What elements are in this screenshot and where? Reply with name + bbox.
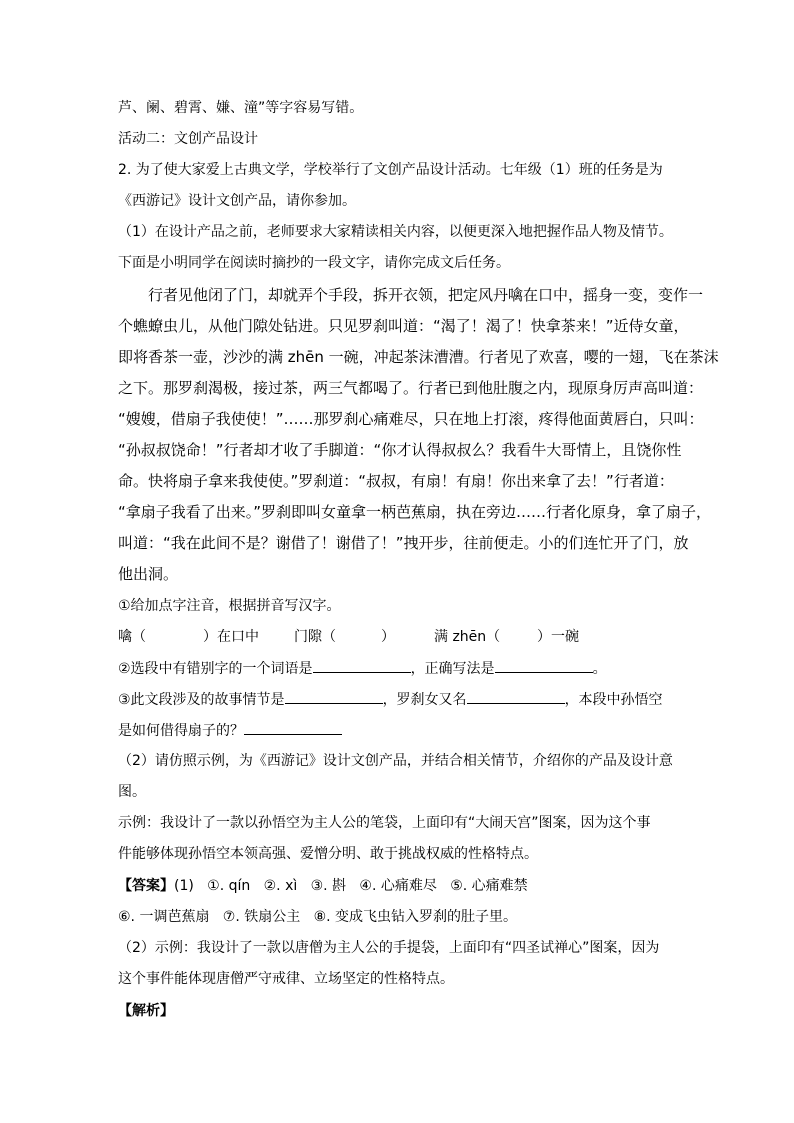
task-2-end: 。	[592, 661, 607, 677]
task-1-blank-b-close: ）	[381, 629, 395, 645]
task-1-blank-a-open: 噙（	[118, 629, 146, 645]
answer-blank[interactable]	[467, 689, 565, 704]
task-3-prompt: ③此文段涉及的故事情节是	[118, 692, 285, 708]
passage-line: “孙叔叔饶命！”行者却才收了手脚道：“你才认得叔叔么？我看牛大哥情上，且饶你性	[118, 441, 682, 459]
task-1-blank-b-open: 门隙（	[294, 629, 336, 645]
answer-blank[interactable]	[313, 658, 411, 673]
task-3-line	[118, 689, 663, 710]
passage-line: 他出洞。	[118, 565, 179, 583]
answer-line-1	[118, 876, 528, 896]
task-1-blank-c-close: ）一碗	[537, 629, 579, 645]
subquestion-1-text: （1）在设计产品之前，老师要求大家精读相关内容，以便更深入地把握作品人物及情节。	[118, 224, 673, 240]
subquestion-1-text-cont: 下面是小明同学在阅读时摘抄的一段文字，请你完成文后任务。	[118, 255, 510, 271]
task-1-instruction: ①给加点字注音，根据拼音写汉字。	[118, 598, 341, 614]
passage-line: 之下。那罗刹渴极，接过茶，两三气都喝了。行者已到他肚腹之内，现原身厉声高叫道：	[118, 379, 704, 397]
passage-line: “拿扇子我看了出来。”罗刹即叫女童拿一柄芭蕉扇，执在旁边……行者化原身，拿了扇子，	[118, 503, 712, 521]
answer-blank[interactable]	[495, 658, 593, 673]
passage-line: 个蟭蟟虫儿，从他门隙处钻进。只见罗刹叫道：“渴了！渴了！快拿茶来！”近侍女童，	[118, 317, 689, 335]
answer-label: 【答案】	[118, 878, 174, 894]
task-3-prompt-cont: ，罗刹女又名	[382, 692, 467, 708]
answer-line-4: 这个事件能体现唐僧严守戒律、立场坚定的性格特点。	[118, 971, 454, 987]
task-1-blank-c-open: 满 zhēn（	[434, 629, 501, 645]
subquestion-2-text-cont: 图。	[118, 784, 146, 800]
analysis-label: 【解析】	[118, 1003, 174, 1019]
passage-line: 命。快将扇子拿来我使使。”罗刹道：“叔叔，有扇！有扇！你出来拿了去！”行者道：	[118, 472, 674, 490]
answer-blank[interactable]	[285, 689, 383, 704]
task-3-question: 是如何借得扇子的？	[118, 723, 244, 739]
passage-line: 即将香茶一壶，沙沙的满 zhēn 一碗，冲起茶沫漕漕。行者见了欢喜，嘤的一翅，飞在茶沫	[118, 348, 719, 366]
task-3-line-cont	[118, 720, 342, 741]
task-2-prompt: ②选段中有错别字的一个词语是	[118, 661, 313, 677]
answer-line-3: （2）示例：我设计了一款以唐僧为主人公的手提袋，上面印有“四圣试禅心”图案，因为	[118, 940, 660, 956]
task-1-blank-a-close: ）在口中	[203, 629, 259, 645]
question-2-text-cont: 《西游记》设计文创产品，请你参加。	[118, 193, 356, 209]
question-2-text: 2. 为了使大家爱上古典文学，学校举行了文创产品设计活动。七年级（1）班的任务是为	[118, 162, 663, 178]
task-3-prompt-end: ，本段中孙悟空	[564, 692, 663, 708]
example-text: 示例：我设计了一款以孙悟空为主人公的笔袋，上面印有“大闹天宫”图案，因为这个事	[118, 815, 651, 831]
subquestion-2-text: （2）请仿照示例，为《西游记》设计文创产品，并结合相关情节，介绍你的产品及设计意	[118, 753, 673, 769]
activity-heading: 活动二：文创产品设计	[118, 131, 258, 147]
example-text-cont: 件能够体现孙悟空本领高强、爱憎分明、敢于挑战权威的性格特点。	[118, 846, 538, 862]
answer-text: (1) ①. qín ②. xì ③. 斟 ④. 心痛难尽 ⑤. 心痛难禁	[174, 878, 528, 894]
task-2-prompt-cont: ，正确写法是	[410, 661, 495, 677]
text-line: 芦、阑、碧霄、嫌、潼”等字容易写错。	[118, 100, 364, 116]
answer-blank[interactable]	[244, 720, 342, 735]
task-2-line	[118, 658, 607, 679]
passage-line: 行者见他闭了门，却就弄个手段，拆开衣领，把定风丹噙在口中，摇身一变，变作一	[148, 286, 704, 304]
passage-line: 叫道：“我在此间不是？谢借了！谢借了！”拽开步，往前便走。小的们连忙开了门，放	[118, 534, 689, 552]
passage-line: “嫂嫂，借扇子我使使！”……那罗刹心痛难尽，只在地上打滚，疼得他面黄唇白，只叫：	[118, 410, 704, 428]
answer-line-2: ⑥. 一调芭蕉扇 ⑦. 铁扇公主 ⑧. 变成飞虫钻入罗刹的肚子里。	[118, 909, 518, 925]
